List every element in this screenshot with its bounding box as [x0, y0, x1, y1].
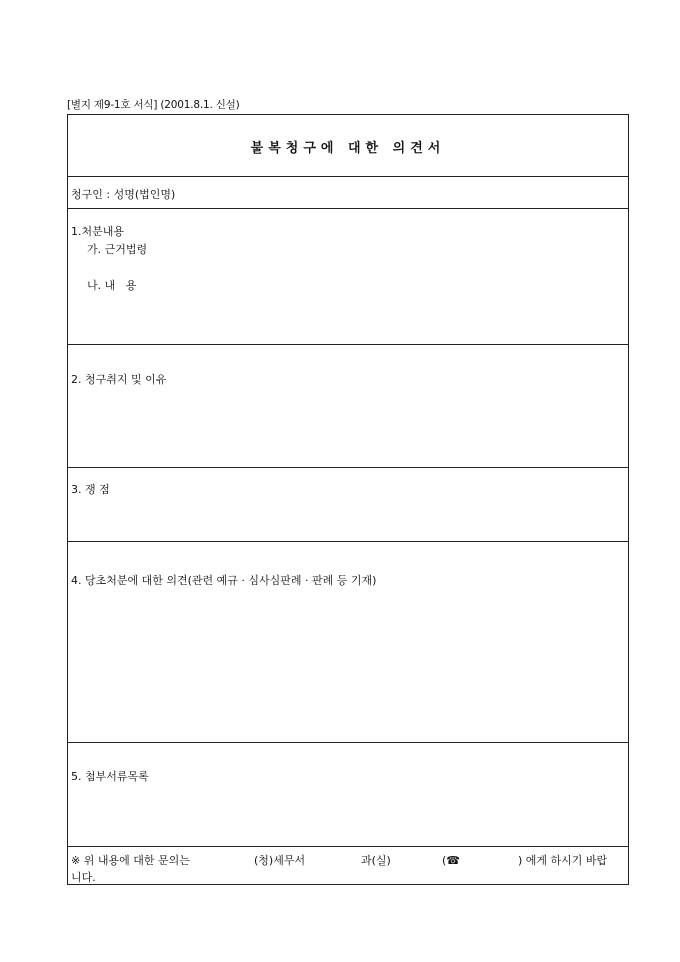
phone-icon: ☎ — [446, 854, 460, 867]
inquiry-lead: ※ 위 내용에 대한 문의는 — [71, 854, 190, 867]
department-label: 과(실) — [361, 854, 391, 867]
footer-row — [68, 846, 628, 884]
inquiry-tail: 니다. — [71, 871, 96, 884]
opinion-form — [67, 114, 629, 885]
title-row — [68, 115, 628, 176]
claimant-label: 청구인 : 성명(법인명) — [71, 188, 176, 201]
opinion-heading: 4. 당초처분에 대한 의견(관련 예규 · 심사심판례 · 판례 등 기재) — [71, 574, 377, 587]
phone-field: (☎ — [442, 854, 460, 867]
claimant-row — [68, 176, 628, 208]
section-opinion — [68, 541, 628, 742]
attachments-heading: 5. 첨부서류목록 — [71, 770, 149, 783]
section-issues — [68, 467, 628, 541]
disposition-heading: 1.처분내용 — [71, 225, 124, 238]
purpose-heading: 2. 청구취지 및 이유 — [71, 373, 167, 386]
legal-basis-label: 가. 근거법령 — [87, 243, 148, 256]
section-disposition — [68, 208, 628, 344]
form-number-note: [별지 제9-1호 서식] (2001.8.1. 신설) — [67, 99, 240, 111]
form-title: 불복청구에 대한 의견서 — [250, 141, 446, 156]
tax-office-label: (청)세무서 — [254, 854, 306, 867]
inquiry-closing: ) 에게 하시기 바랍 — [518, 854, 608, 867]
issues-heading: 3. 쟁 점 — [71, 483, 110, 496]
section-purpose — [68, 344, 628, 467]
content-label: 나. 내 용 — [87, 279, 137, 292]
section-attachments — [68, 742, 628, 846]
